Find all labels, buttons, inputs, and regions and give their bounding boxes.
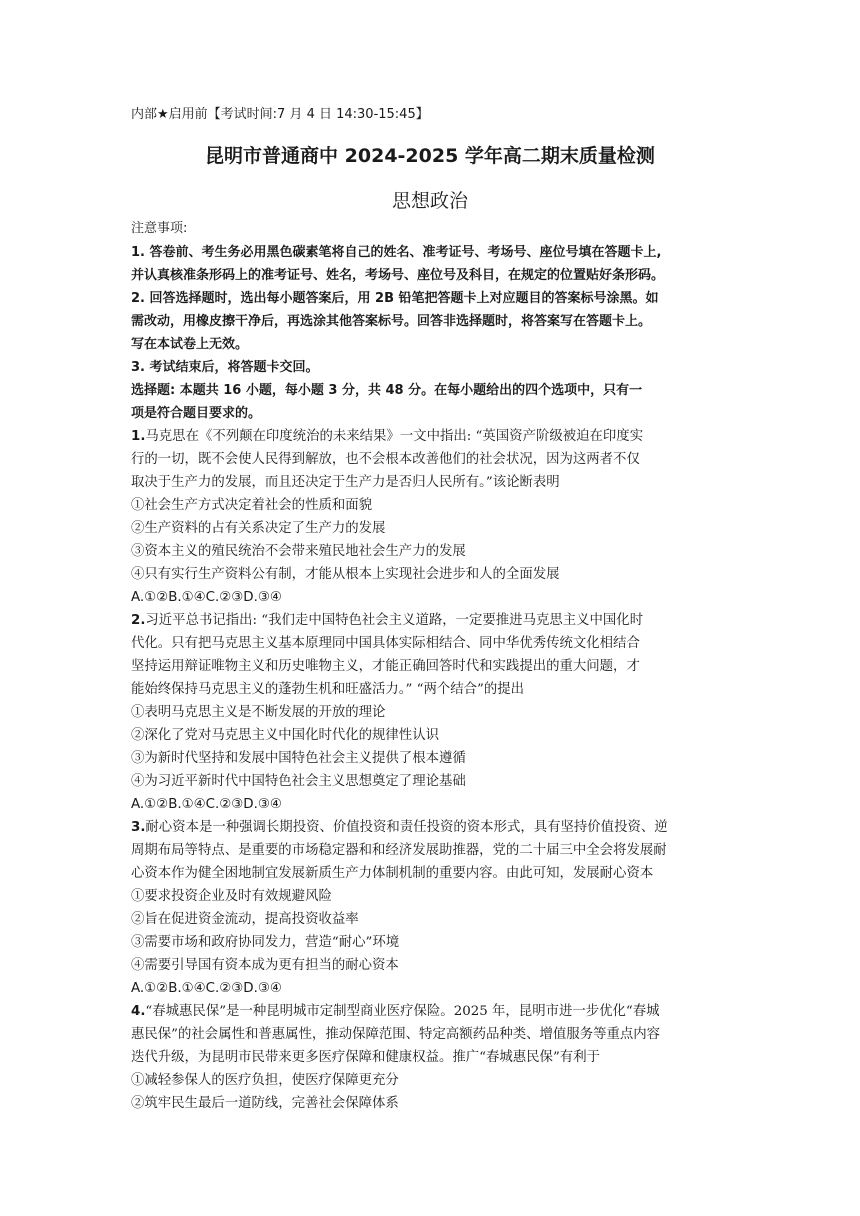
question-number: 4. <box>131 1004 146 1019</box>
question-stem-line: 行的一切，既不会使人民得到解放，也不会根本改善他们的社会状况，因为这两者不仅 <box>131 452 640 467</box>
notice-line: 需改动，用橡皮擦干净后，再选涂其他答案标号。回答非选择题时，将答案写在答题卡上。 <box>131 314 652 329</box>
question-option: ②深化了党对马克思主义中国化时代化的规律性认识 <box>131 728 439 743</box>
question-stem-line: 耐心资本是一种强调长期投资、价值投资和责任投资的资本形式，具有坚持价值投资、逆 <box>145 820 668 835</box>
notice-heading: 注意事项: <box>131 221 188 236</box>
question-stem-line: 心资本作为健全困地制宜发展新质生产力体制机制的重要内容。由此可知，发展耐心资本 <box>131 866 654 881</box>
question-option: ①表明马克思主义是不断发展的开放的理论 <box>131 705 386 720</box>
question-number: 1. <box>131 429 146 444</box>
question-option: ②旨在促进资金流动，提高投资收益率 <box>131 912 359 927</box>
question-stem-line: “春城惠民保”是一种昆明城市定制型商业医疗保险。2025 年，昆明市进一步优化“春城 <box>145 1004 660 1019</box>
answer-choices: A.①②B.①④C.②③D.③④ <box>131 981 282 996</box>
question-stem-line: 习近平总书记指出: “我们走中国特色社会主义道路，一定要推进马克思主义中国化时 <box>145 613 644 628</box>
question-option: ③资本主义的殖民统治不会带来殖民地社会生产力的发展 <box>131 544 466 559</box>
notice-line: 并认真核准条形码上的准考证号、姓名，考场号、座位号及科目，在规定的位置贴好条形码。 <box>131 268 665 283</box>
subject-title: 思想政治 <box>391 190 468 212</box>
question-stem-line: 周期布局等特点、是重要的市场稳定器和和经济发展助推器，党的二十届三中全会将发展耐 <box>131 843 667 858</box>
answer-choices: A.①②B.①④C.②③D.③④ <box>131 590 282 605</box>
question-option: ④为习近平新时代中国特色社会主义思想奠定了理论基础 <box>131 774 466 789</box>
section-instruction: 项是符合题目要求的。 <box>131 406 262 421</box>
notice-line: 1. 答卷前、考生务必用黑色碳素笔将自己的姓名、准考证号、考场号、座位号填在答题卡上, <box>131 245 662 260</box>
question-option: ①减轻参保人的医疗负担，使医疗保障更充分 <box>131 1073 399 1088</box>
question-option: ③为新时代坚持和发展中国特色社会主义提供了根本遵循 <box>131 751 466 766</box>
question-option: ③需要市场和政府协同发力，营造“耐心”环境 <box>131 935 400 950</box>
question-stem-line: 代化。只有把马克思主义基本原理同中国具体实际相结合、同中华优秀传统文化相结合 <box>131 636 640 651</box>
question-option: ④需要引导国有资本成为更有担当的耐心资本 <box>131 958 399 973</box>
question-option: ②生产资料的占有关系决定了生产力的发展 <box>131 521 386 536</box>
question-2-stem <box>131 614 643 627</box>
exam-title: 昆明市普通商中 2024-2025 学年高二期末质量检测 <box>205 145 655 167</box>
notice-line: 2. 回答选择题时，选出每小题答案后，用 2B 铅笔把答题卡上对应题目的答案标号涂黑。如 <box>131 291 659 306</box>
question-option: ①要求投资企业及时有效规避风险 <box>131 889 332 904</box>
notice-line: 写在本试卷上无效。 <box>131 337 249 352</box>
exam-time-note: 内部★启用前【考试时间:7 月 4 日 14:30-15:45】 <box>131 107 429 122</box>
question-option: ①社会生产方式决定着社会的性质和面貌 <box>131 498 373 513</box>
question-stem-line: 惠民保”的社会属性和普惠属性，推动保障范围、特定高额药品种类、增值服务等重点内容 <box>131 1027 661 1042</box>
question-stem-line: 坚持运用辩证唯物主义和历史唯物主义，才能正确回答时代和实践提出的重大问题，才 <box>131 659 640 674</box>
question-4-stem <box>131 1005 660 1018</box>
question-stem-line: 能始终保持马克思主义的蓬勃生机和旺盛活力。” “两个结合”的提出 <box>131 682 525 697</box>
question-stem-line: 迭代升级，为昆明市民带来更多医疗保障和健康权益。推广“春城惠民保”有利于 <box>131 1050 600 1065</box>
question-stem-line: 马克思在《不列颠在印度统治的未来结果》一文中指出: “英国资产阶级被迫在印度实 <box>145 429 644 444</box>
section-instruction: 选择题: 本题共 16 小题，每小题 3 分，共 48 分。在每小题给出的四个选项中，只有一 <box>131 383 643 398</box>
question-stem-line: 取决于生产力的发展，而且还决定于生产力是否归人民所有。”该论断表明 <box>131 475 560 490</box>
question-option: ②筑牢民生最后一道防线，完善社会保障体系 <box>131 1096 399 1111</box>
question-number: 2. <box>131 613 146 628</box>
question-1-stem <box>131 430 643 443</box>
notice-line: 3. 考试结束后，将答题卡交回。 <box>131 360 319 375</box>
answer-choices: A.①②B.①④C.②③D.③④ <box>131 797 282 812</box>
question-option: ④只有实行生产资料公有制，才能从根本上实现社会进步和人的全面发展 <box>131 567 560 582</box>
question-3-stem <box>131 821 668 834</box>
question-number: 3. <box>131 820 146 835</box>
